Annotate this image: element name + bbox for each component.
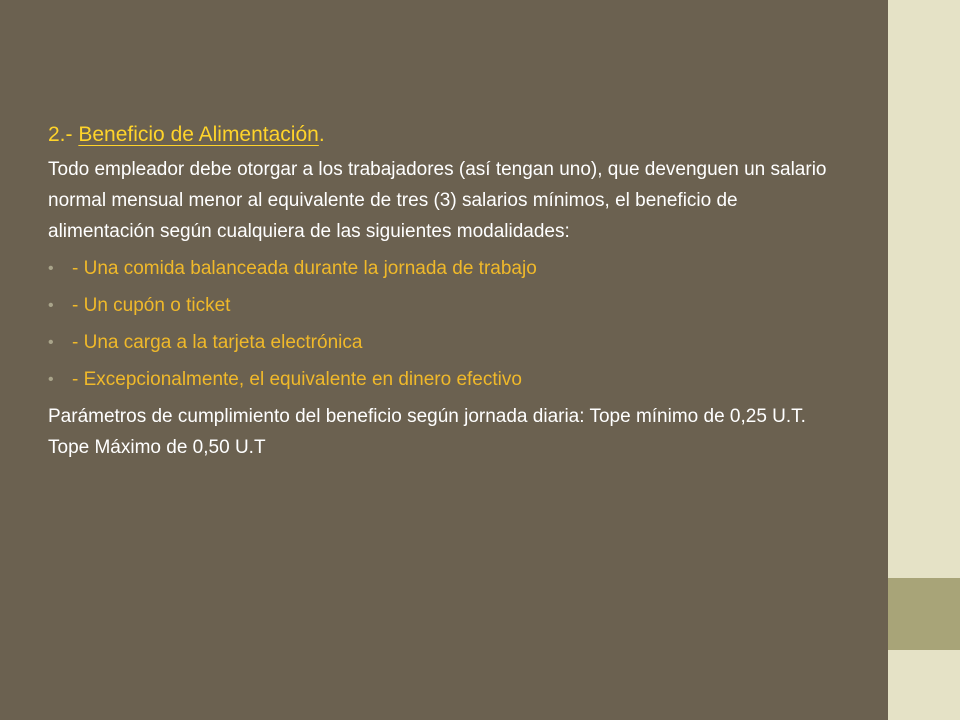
heading-prefix: 2.- bbox=[48, 123, 79, 146]
bullet-dot-icon: • bbox=[48, 334, 54, 351]
list-item bbox=[48, 290, 848, 321]
slide-heading bbox=[48, 118, 848, 152]
heading-link[interactable]: Beneficio de Alimentación bbox=[78, 123, 319, 146]
bullet-text: - Un cupón o ticket bbox=[72, 295, 231, 316]
parameters-paragraph: Parámetros de cumplimiento del beneficio según jornada diaria: Tope mínimo de 0,25 U.T. Tope Máximo de 0,50 U.T bbox=[48, 406, 806, 458]
bullet-dot-icon: • bbox=[48, 371, 54, 388]
bullet-text: - Excepcionalmente, el equivalente en dinero efectivo bbox=[72, 369, 522, 390]
list-item bbox=[48, 253, 848, 284]
slide-content bbox=[48, 118, 848, 463]
heading-suffix: . bbox=[318, 123, 325, 146]
bullet-dot-icon: • bbox=[48, 297, 54, 314]
side-accent-block bbox=[888, 578, 960, 650]
modalities-list bbox=[48, 253, 848, 395]
bullet-text: - Una carga a la tarjeta electrónica bbox=[72, 332, 363, 353]
list-item bbox=[48, 364, 848, 395]
bullet-dot-icon: • bbox=[48, 260, 54, 277]
list-item bbox=[48, 327, 848, 358]
intro-paragraph: Todo empleador debe otorgar a los trabajadores (así tengan uno), que devenguen un salario normal mensual menor al equivalente de tres (3) salarios mínimos, el beneficio de alimentación según cualquiera de las siguientes modalidades: bbox=[48, 159, 827, 242]
bullet-text: - Una comida balanceada durante la jornada de trabajo bbox=[72, 258, 537, 279]
